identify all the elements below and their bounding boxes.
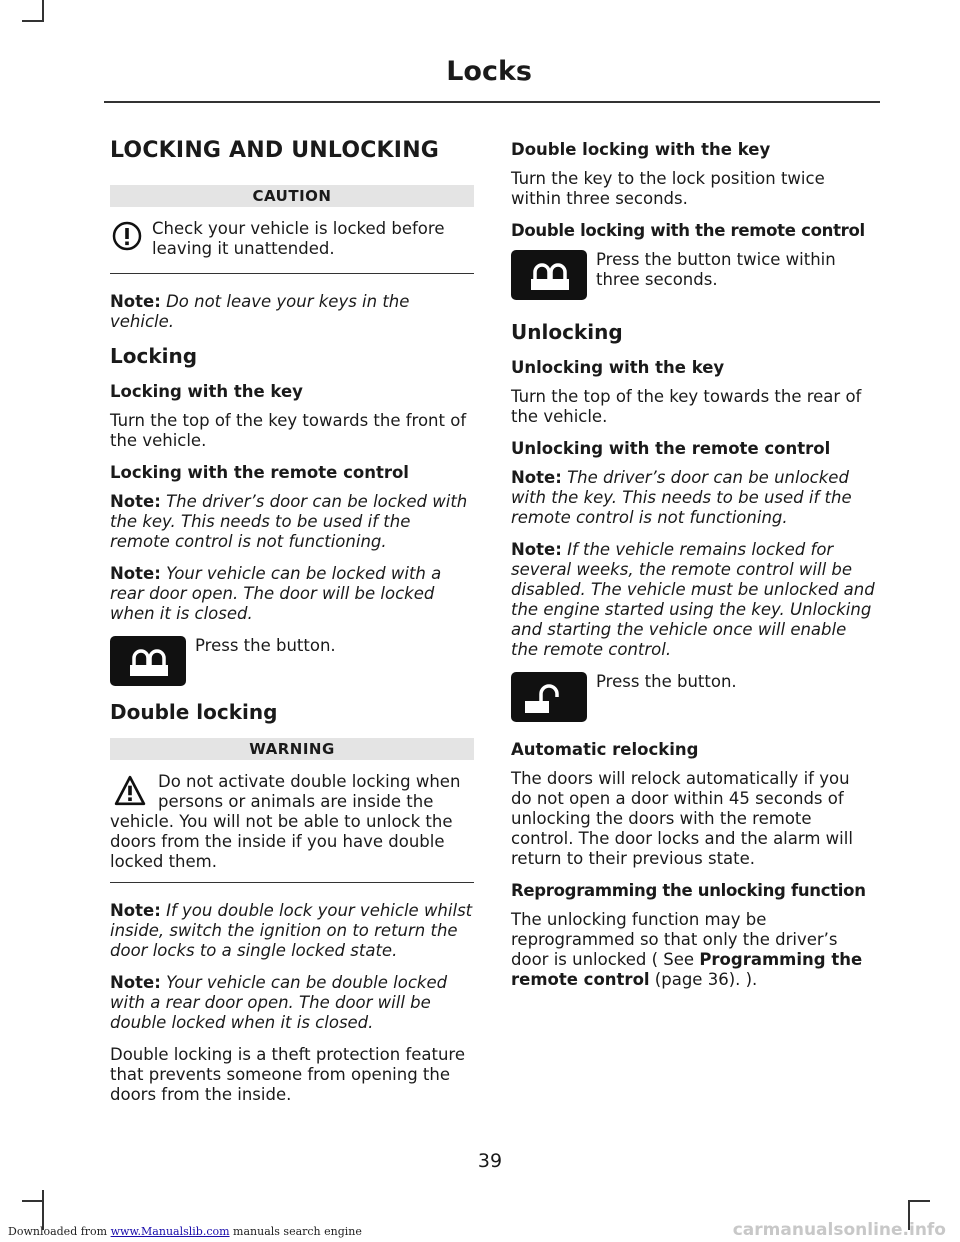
warning-banner: WARNING	[110, 738, 474, 760]
ul-remote-heading: Unlocking with the remote control	[511, 439, 831, 458]
programming-remote-link[interactable]: Programming the remote control	[511, 950, 863, 989]
unlocking-heading: Unlocking	[511, 320, 623, 344]
caution-box	[110, 219, 474, 274]
double-locking-heading: Double locking	[110, 700, 278, 724]
note-label: Note:	[110, 973, 161, 992]
warning-box	[110, 772, 474, 883]
caution-icon	[112, 221, 142, 251]
note-paragraph	[110, 492, 474, 552]
ul-key-text: Turn the top of the key towards the rear of the vehicle.	[511, 387, 862, 426]
header-divider	[104, 101, 880, 103]
note-label: Note:	[110, 564, 161, 583]
left-column	[110, 138, 474, 1117]
reprog-text	[511, 910, 875, 990]
reprog-post: (page 36). ).	[649, 970, 758, 989]
caution-text: Check your vehicle is locked before leaving it unattended.	[152, 219, 445, 258]
download-footer	[8, 1225, 362, 1238]
note-paragraph	[110, 901, 474, 961]
note-paragraph	[511, 540, 875, 660]
main-heading: LOCKING AND UNLOCKING	[110, 138, 440, 163]
locking-key-heading: Locking with the key	[110, 382, 303, 401]
note-text: Do not leave your keys in the vehicle.	[110, 292, 410, 331]
note-paragraph	[110, 564, 474, 624]
double-lock-button-icon	[511, 250, 587, 300]
note-label: Note:	[110, 292, 161, 311]
right-column	[511, 138, 875, 1002]
dl-key-heading: Double locking with the key	[511, 140, 771, 159]
note-text: If you double lock your vehicle whilst inside, switch the ignition on to return the door locks to a single locked state.	[110, 901, 473, 960]
page-number: 39	[477, 1150, 503, 1172]
press-button-text: Press the button.	[596, 672, 737, 691]
dl-remote-heading: Double locking with the remote control	[511, 221, 865, 240]
caution-banner: CAUTION	[110, 185, 474, 207]
footer-pre: Downloaded from	[8, 1225, 111, 1238]
note-label: Note:	[511, 468, 562, 487]
note-label: Note:	[110, 492, 161, 511]
ul-key-heading: Unlocking with the key	[511, 358, 725, 377]
relock-heading: Automatic relocking	[511, 740, 699, 759]
press-button-text: Press the button.	[195, 636, 336, 655]
press-twice-text: Press the button twice within three seconds.	[596, 250, 836, 289]
crop-mark	[42, 0, 44, 22]
double-lock-button-row	[511, 250, 875, 300]
note-text: If the vehicle remains locked for several weeks, the remote control will be disabled. The vehicle must be unlocked and the engine started using the key. Unlocking and starting the vehicle once will enable the remote control.	[511, 540, 875, 659]
dl-key-text: Turn the key to the lock position twice within three seconds.	[511, 169, 825, 208]
warning-icon	[112, 775, 148, 807]
note-text: The driver’s door can be unlocked with the key. This needs to be used if the remote control is not functioning.	[511, 468, 852, 527]
double-locking-text: Double locking is a theft protection feature that prevents someone from opening the doors from the inside.	[110, 1045, 465, 1104]
manualslib-link[interactable]: www.Manualslib.com	[110, 1225, 230, 1238]
warning-text: Do not activate double locking when persons or animals are inside the vehicle. You will not be able to unlock the doors from the inside if you have double locked them.	[110, 772, 461, 871]
note-text: Your vehicle can be locked with a rear door open. The door will be locked when it is closed.	[110, 564, 442, 623]
locking-remote-heading: Locking with the remote control	[110, 463, 409, 482]
reprog-pre: The unlocking function may be reprogrammed so that only the driver’s door is unlocked ( See	[511, 910, 838, 969]
note-text: Your vehicle can be double locked with a rear door open. The door will be double locked when it is closed.	[110, 973, 448, 1032]
crop-mark	[22, 20, 44, 22]
note-label: Note:	[511, 540, 562, 559]
watermark: carmanualsonline.info	[732, 1220, 946, 1240]
note-paragraph	[511, 468, 875, 528]
unlock-button-row	[511, 672, 875, 722]
relock-text: The doors will relock automatically if you do not open a door within 45 seconds of unlocking the doors with the remote control. The door locks and the alarm will return to their previous state.	[511, 769, 853, 868]
crop-mark	[908, 1200, 930, 1202]
note-text: The driver’s door can be locked with the key. This needs to be used if the remote control is not functioning.	[110, 492, 468, 551]
crop-mark	[22, 1200, 44, 1202]
unlock-button-icon	[511, 672, 587, 722]
lock-button-icon	[110, 636, 186, 686]
crop-mark	[42, 1190, 44, 1230]
page-header-title: Locks	[446, 56, 532, 87]
locking-heading: Locking	[110, 344, 198, 368]
locking-key-text: Turn the top of the key towards the front of the vehicle.	[110, 411, 467, 450]
note-paragraph	[110, 973, 474, 1033]
footer-post: manuals search engine	[229, 1225, 362, 1238]
note-label: Note:	[110, 901, 161, 920]
reprog-heading: Reprogramming the unlocking function	[511, 881, 866, 900]
note-paragraph	[110, 292, 474, 332]
lock-button-row	[110, 636, 474, 686]
